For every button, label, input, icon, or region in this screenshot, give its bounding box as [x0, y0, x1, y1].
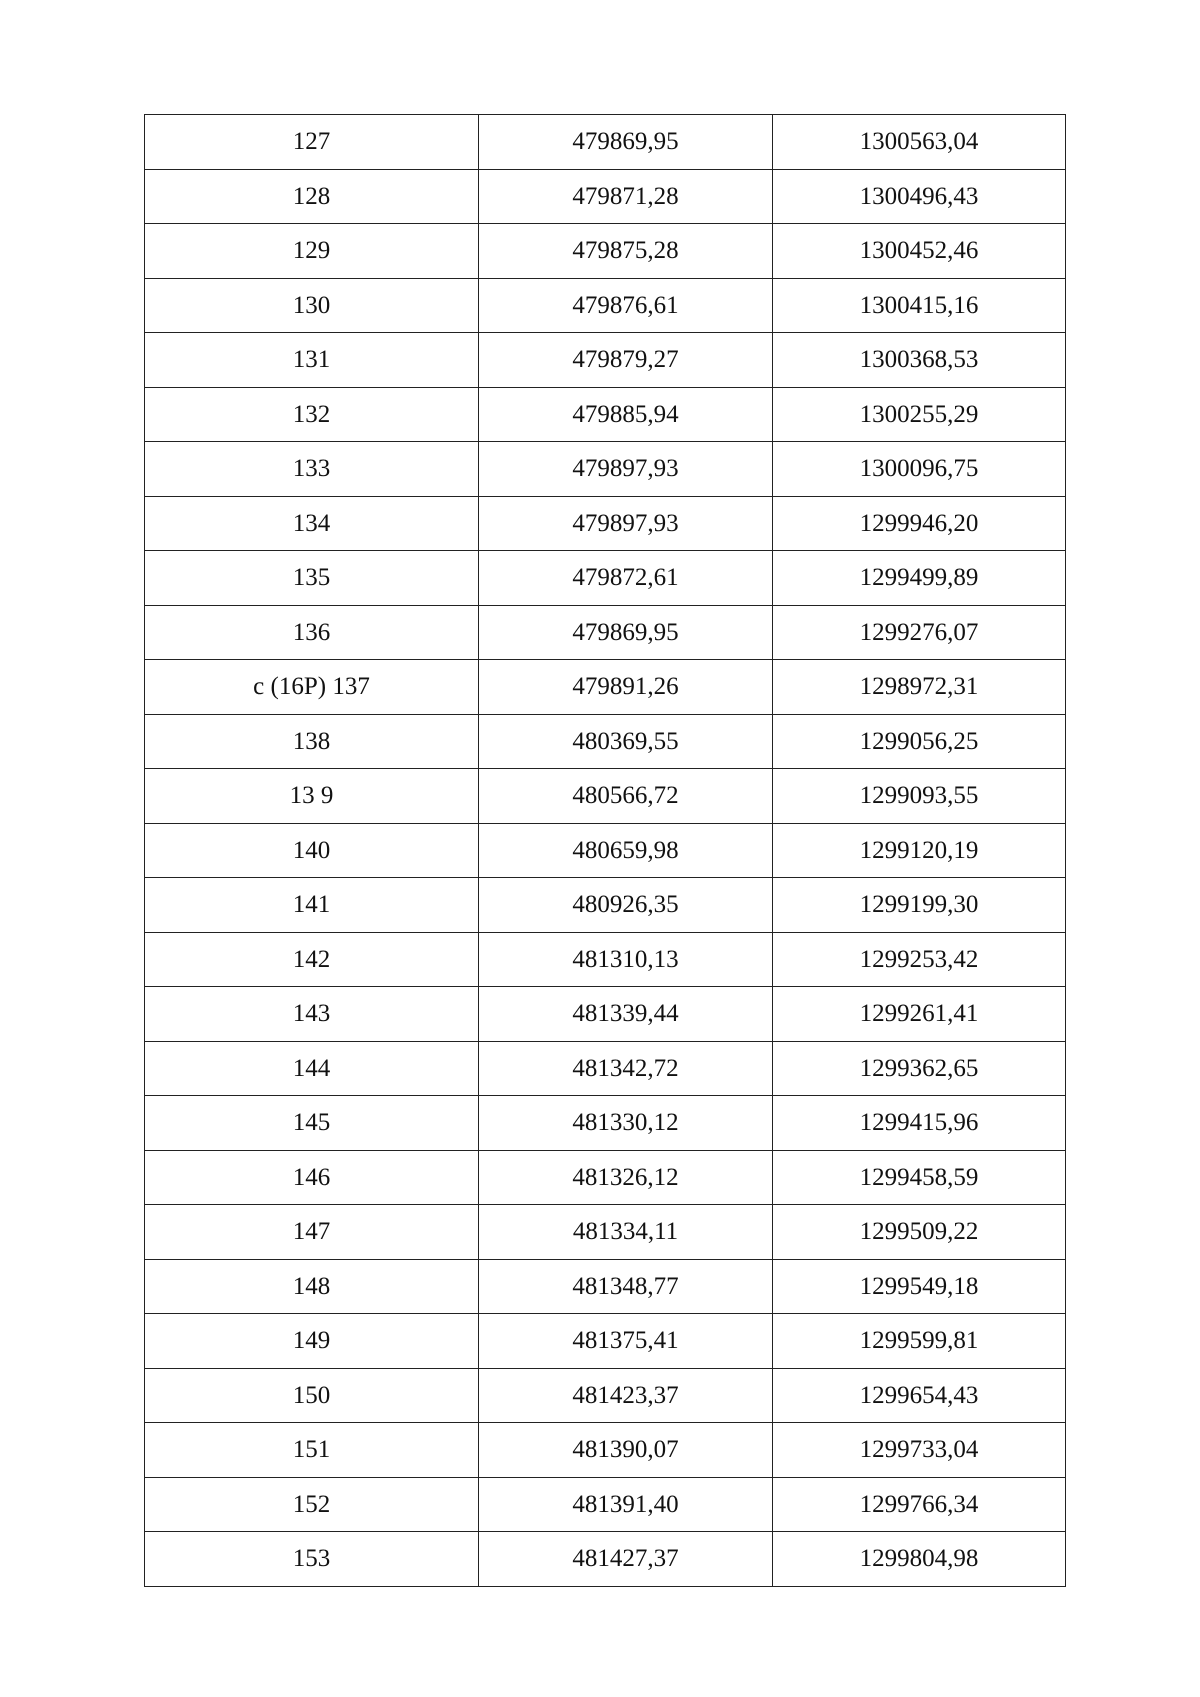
- table-row: [145, 605, 1066, 660]
- table-row: [145, 1532, 1066, 1587]
- y-coordinate-cell: 1299599,81: [773, 1314, 1066, 1369]
- y-coordinate-cell: 1299415,96: [773, 1096, 1066, 1151]
- point-number-cell: 143: [145, 987, 479, 1042]
- point-number-cell: 127: [145, 115, 479, 170]
- y-coordinate-cell: 1298972,31: [773, 660, 1066, 715]
- table-row: [145, 1477, 1066, 1532]
- table-row: [145, 769, 1066, 824]
- table-row: [145, 878, 1066, 933]
- point-number-cell: 130: [145, 278, 479, 333]
- x-coordinate-cell: 480369,55: [479, 714, 773, 769]
- x-coordinate-cell: 481375,41: [479, 1314, 773, 1369]
- table-row: [145, 442, 1066, 497]
- x-coordinate-cell: 479897,93: [479, 442, 773, 497]
- table-row: [145, 1423, 1066, 1478]
- point-number-cell: 136: [145, 605, 479, 660]
- table-row: [145, 1096, 1066, 1151]
- y-coordinate-cell: 1299946,20: [773, 496, 1066, 551]
- y-coordinate-cell: 1300096,75: [773, 442, 1066, 497]
- table-row: [145, 1041, 1066, 1096]
- point-number-cell: 153: [145, 1532, 479, 1587]
- point-number-cell: 135: [145, 551, 479, 606]
- x-coordinate-cell: 481310,13: [479, 932, 773, 987]
- y-coordinate-cell: 1299499,89: [773, 551, 1066, 606]
- table-row: [145, 987, 1066, 1042]
- table-row: [145, 387, 1066, 442]
- y-coordinate-cell: 1300368,53: [773, 333, 1066, 388]
- x-coordinate-cell: 481427,37: [479, 1532, 773, 1587]
- y-coordinate-cell: 1299458,59: [773, 1150, 1066, 1205]
- y-coordinate-cell: 1299549,18: [773, 1259, 1066, 1314]
- point-number-cell: 132: [145, 387, 479, 442]
- table-row: [145, 1259, 1066, 1314]
- x-coordinate-cell: 481342,72: [479, 1041, 773, 1096]
- x-coordinate-cell: 481330,12: [479, 1096, 773, 1151]
- y-coordinate-cell: 1300452,46: [773, 224, 1066, 279]
- table-row: [145, 660, 1066, 715]
- table-row: [145, 169, 1066, 224]
- y-coordinate-cell: 1300255,29: [773, 387, 1066, 442]
- table-row: [145, 551, 1066, 606]
- table-row: [145, 496, 1066, 551]
- table-row: [145, 1205, 1066, 1260]
- x-coordinate-cell: 481391,40: [479, 1477, 773, 1532]
- point-number-cell: 149: [145, 1314, 479, 1369]
- x-coordinate-cell: 479879,27: [479, 333, 773, 388]
- point-number-cell: 151: [145, 1423, 479, 1478]
- x-coordinate-cell: 481348,77: [479, 1259, 773, 1314]
- y-coordinate-cell: 1300415,16: [773, 278, 1066, 333]
- x-coordinate-cell: 479897,93: [479, 496, 773, 551]
- x-coordinate-cell: 480659,98: [479, 823, 773, 878]
- x-coordinate-cell: 479871,28: [479, 169, 773, 224]
- x-coordinate-cell: 481423,37: [479, 1368, 773, 1423]
- table-row: [145, 115, 1066, 170]
- x-coordinate-cell: 481334,11: [479, 1205, 773, 1260]
- table-row: [145, 1368, 1066, 1423]
- table-row: [145, 1314, 1066, 1369]
- point-number-cell: 144: [145, 1041, 479, 1096]
- x-coordinate-cell: 481339,44: [479, 987, 773, 1042]
- x-coordinate-cell: 479875,28: [479, 224, 773, 279]
- y-coordinate-cell: 1299253,42: [773, 932, 1066, 987]
- point-number-cell: 140: [145, 823, 479, 878]
- point-number-cell: 129: [145, 224, 479, 279]
- table-row: [145, 932, 1066, 987]
- point-number-cell: 148: [145, 1259, 479, 1314]
- x-coordinate-cell: 480566,72: [479, 769, 773, 824]
- point-number-cell: 150: [145, 1368, 479, 1423]
- x-coordinate-cell: 479869,95: [479, 605, 773, 660]
- point-number-cell: 133: [145, 442, 479, 497]
- y-coordinate-cell: 1299056,25: [773, 714, 1066, 769]
- y-coordinate-cell: 1299804,98: [773, 1532, 1066, 1587]
- point-number-cell: с (16Р) 137: [145, 660, 479, 715]
- point-number-cell: 145: [145, 1096, 479, 1151]
- point-number-cell: 141: [145, 878, 479, 933]
- point-number-cell: 131: [145, 333, 479, 388]
- y-coordinate-cell: 1299362,65: [773, 1041, 1066, 1096]
- point-number-cell: 152: [145, 1477, 479, 1532]
- x-coordinate-cell: 481326,12: [479, 1150, 773, 1205]
- y-coordinate-cell: 1299766,34: [773, 1477, 1066, 1532]
- table-row: [145, 823, 1066, 878]
- y-coordinate-cell: 1299261,41: [773, 987, 1066, 1042]
- y-coordinate-cell: 1300496,43: [773, 169, 1066, 224]
- coordinates-table: [144, 114, 1066, 1587]
- y-coordinate-cell: 1300563,04: [773, 115, 1066, 170]
- x-coordinate-cell: 480926,35: [479, 878, 773, 933]
- y-coordinate-cell: 1299733,04: [773, 1423, 1066, 1478]
- table-row: [145, 714, 1066, 769]
- table-row: [145, 278, 1066, 333]
- x-coordinate-cell: 479872,61: [479, 551, 773, 606]
- x-coordinate-cell: 479891,26: [479, 660, 773, 715]
- point-number-cell: 146: [145, 1150, 479, 1205]
- x-coordinate-cell: 479876,61: [479, 278, 773, 333]
- x-coordinate-cell: 479885,94: [479, 387, 773, 442]
- y-coordinate-cell: 1299093,55: [773, 769, 1066, 824]
- point-number-cell: 134: [145, 496, 479, 551]
- coordinates-table-body: [145, 115, 1066, 1587]
- y-coordinate-cell: 1299654,43: [773, 1368, 1066, 1423]
- point-number-cell: 128: [145, 169, 479, 224]
- x-coordinate-cell: 481390,07: [479, 1423, 773, 1478]
- y-coordinate-cell: 1299509,22: [773, 1205, 1066, 1260]
- y-coordinate-cell: 1299276,07: [773, 605, 1066, 660]
- table-row: [145, 333, 1066, 388]
- point-number-cell: 147: [145, 1205, 479, 1260]
- table-row: [145, 1150, 1066, 1205]
- point-number-cell: 138: [145, 714, 479, 769]
- y-coordinate-cell: 1299120,19: [773, 823, 1066, 878]
- point-number-cell: 142: [145, 932, 479, 987]
- point-number-cell: 13 9: [145, 769, 479, 824]
- x-coordinate-cell: 479869,95: [479, 115, 773, 170]
- table-row: [145, 224, 1066, 279]
- y-coordinate-cell: 1299199,30: [773, 878, 1066, 933]
